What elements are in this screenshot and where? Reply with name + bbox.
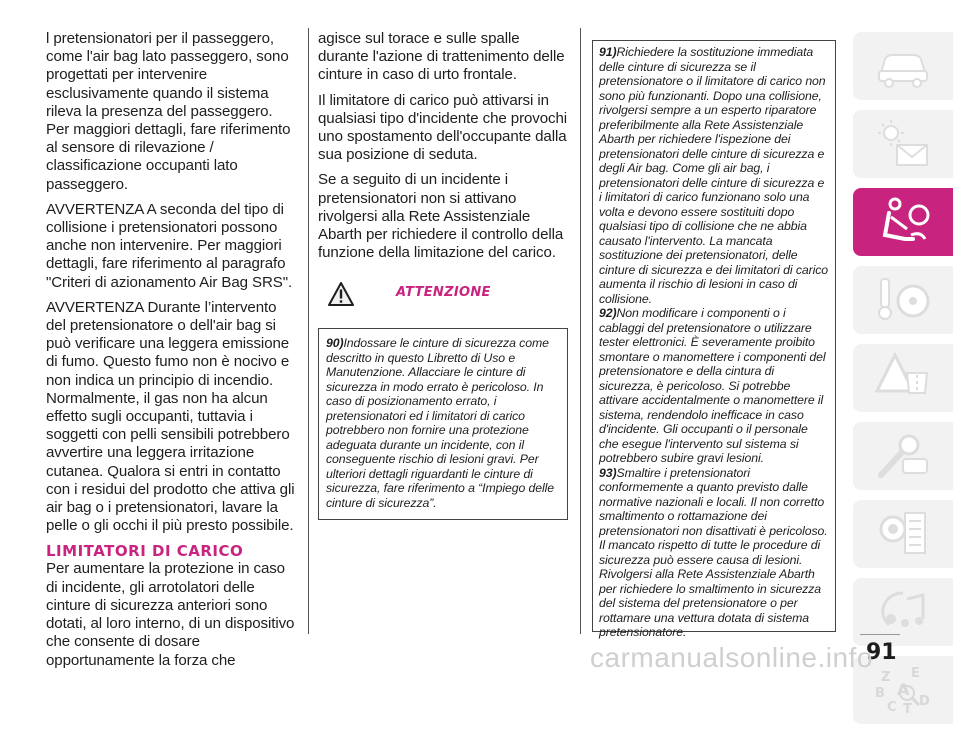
note-93-text: Smaltire i pretensionatori conformemente a quanto previsto dalle normative nazionali e locali. Il non corretto smaltimento o rottamazione dei pretensionatori non disattivati è pericoloso. Il mancato rispetto di tutte le procedure di sicurezza può essere causa di lesioni. Rivolgersi alla Rete Assistenziale Abarth per richiedere lo smaltimento in sicurezza del sistema del pretensionatore o per rottamare una vettura dotata di sistema pretensionatore. <box>599 465 828 639</box>
note-93-number: 93) <box>599 465 617 480</box>
note-91-text: Richiedere la sostituzione immediata delle cinture di sicurezza se il pretensionatore o il limitatore di carico non sono più funzionanti. Dopo una collisione, rivolgersi sempre a un esperto riparatore preferibilmente alla Rete Assistenziale Abarth per richiedere l'ispezione dei pretensionatori delle cinture di sicurezza e degli Air bag. Come gli air bag, i pretensionatori delle cinture di sicurezza e i limitatori di carico funzionano solo una volta e devono essere sostituiti dopo qualsiasi tipo di collisione che ne abbia causato l'intervento. La mancata sostituzione dei pretensionatori, delle cinture di sicurezza e dei limitatori di carico aumenta il rischio di lesioni in caso di collisione. <box>599 45 829 306</box>
dashboard-lights-icon <box>873 117 933 171</box>
tab-car[interactable] <box>853 32 953 100</box>
note-90 <box>326 336 561 510</box>
tab-maintenance[interactable] <box>853 422 953 490</box>
index-icon <box>873 663 933 717</box>
column-1 <box>46 30 298 677</box>
paragraph-warning-smoke: AVVERTENZA Durante l’intervento del pretensionatore o dell'air bag si può verificare una leggera emissione di fumo. Questo fumo non è nocivo e non indica un principio di incendio. Normalmente, il gas non ha alcun effetto sugli occupanti, tuttavia i soggetti con pelli sensibili potrebbero avvertire una leggera irritazione cutanea. Qualora si entri in contatto con i residui del prodotto che attiva gli air bag o i pretensionatori, lavare la pelle o gli occhi il più presto possibile. <box>46 298 295 535</box>
index-letter-c: C <box>887 700 897 715</box>
page-number-rule <box>860 634 900 635</box>
multimedia-icon <box>873 585 933 639</box>
section-heading-load-limiters: LIMITATORI DI CARICO <box>46 542 244 561</box>
key-wheel-icon <box>873 273 933 327</box>
column-divider-1 <box>308 28 309 634</box>
tab-emergency[interactable] <box>853 344 953 412</box>
specs-icon <box>873 507 933 561</box>
note-90-number: 90) <box>326 336 344 351</box>
watermark: carmanualsonline.info <box>590 642 873 673</box>
column-3 <box>592 40 836 639</box>
paragraph-passenger-pretensioners: l pretensionatori per il passeggero, come l'air bag lato passeggero, sono progettati per intervenire esclusivamente quando il sistema rileva la presenza del passeggero. Per maggiori dettagli, fare riferimento al sensore di rilevazione / classificazione occupanti lato passeggero. <box>46 30 291 193</box>
warning-box <box>318 328 568 520</box>
note-92-text: Non modificare i componenti o i cablaggi del pretensionatore o utilizzare tester elettronici. È severamente proibito smontare o manomettere i componenti del pretensionatore e della cintura di sicurezza, è pericoloso. Si potrebbe attivare accidentalmente o manomettere il sistema, rendendolo inefficace in caso d'incidente. Gli occupanti o il personale che esegue l'intervento sul sistema si potrebbero subire gravi lesioni. <box>599 306 826 465</box>
seat-safety-icon <box>873 195 933 249</box>
note-91-number: 91) <box>599 45 617 59</box>
tab-starting-driving[interactable] <box>853 266 953 334</box>
index-letter-z: Z <box>881 670 891 685</box>
paragraph-service-network: Se a seguito di un incidente i pretensionatori non si attivano rivolgersi alla Rete Assistenziale Abarth per richiedere il controllo della funzione della limitazione del carico. <box>318 171 564 262</box>
warning-triangle-icon <box>328 282 354 306</box>
paragraph-limiter-activation: Il limitatore di carico può attivarsi in qualsiasi tipo d'incidente che provochi uno spostamento dell'occupante dalla sua posizione di seduta. <box>318 91 568 164</box>
index-letter-t: T <box>903 702 912 717</box>
note-92-number: 92) <box>599 306 617 320</box>
index-letter-d: D <box>919 694 930 709</box>
note-91 <box>599 45 829 306</box>
note-92 <box>599 306 829 466</box>
note-90-text: Indossare le cinture di sicurezza come descritto in questo Libretto di Uso e Manutenzione. Allacciare le cinture di sicurezza in modo errato è pericoloso. In caso di posizionamento errato, i pretensionatori ed i limitatori di carico potrebbero non fornire una protezione adeguata durante un incidente, con il conseguente rischio di lesioni gravi. Per ulteriori dettagli riguardanti le cinture di sicurezza, fare riferimento a “Impiego delle cinture di sicurezza”. <box>326 336 554 510</box>
index-letter-b: B <box>875 686 885 701</box>
column-2 <box>318 30 568 520</box>
warning-header <box>318 276 568 326</box>
paragraph-load-limiters: Per aumentare la protezione in caso di incidente, gli arrotolatori delle cinture di sicurezza anteriori sono dotati, al loro interno, di un dispositivo che consente di dosare opportunamente la forza che <box>46 560 295 669</box>
paragraph-warning-collision: AVVERTENZA A seconda del tipo di collisione i pretensionatori possono anche non intervenire. Per maggiori dettagli, fare riferimento al paragrafo "Criteri di azionamento Air Bag SRS". <box>46 200 293 291</box>
tools-icon <box>873 429 933 483</box>
tab-safety[interactable] <box>853 188 953 256</box>
tab-technical-data[interactable] <box>853 500 953 568</box>
warning-title: ATTENZIONE <box>396 285 491 301</box>
notes-box <box>592 40 836 639</box>
index-letter-a: A <box>897 680 910 699</box>
note-93 <box>599 466 829 640</box>
tab-dashboard-lights[interactable] <box>853 110 953 178</box>
page-number: 91 <box>866 640 897 665</box>
tab-multimedia[interactable] <box>853 578 953 646</box>
warning-road-icon <box>873 351 933 405</box>
index-letter-e: E <box>911 666 920 681</box>
car-icon <box>873 39 933 93</box>
chapter-sidebar <box>853 32 953 734</box>
column-divider-2 <box>580 28 581 634</box>
paragraph-torso-force: agisce sul torace e sulle spalle durante l'azione di trattenimento delle cinture in caso di urto frontale. <box>318 30 565 84</box>
